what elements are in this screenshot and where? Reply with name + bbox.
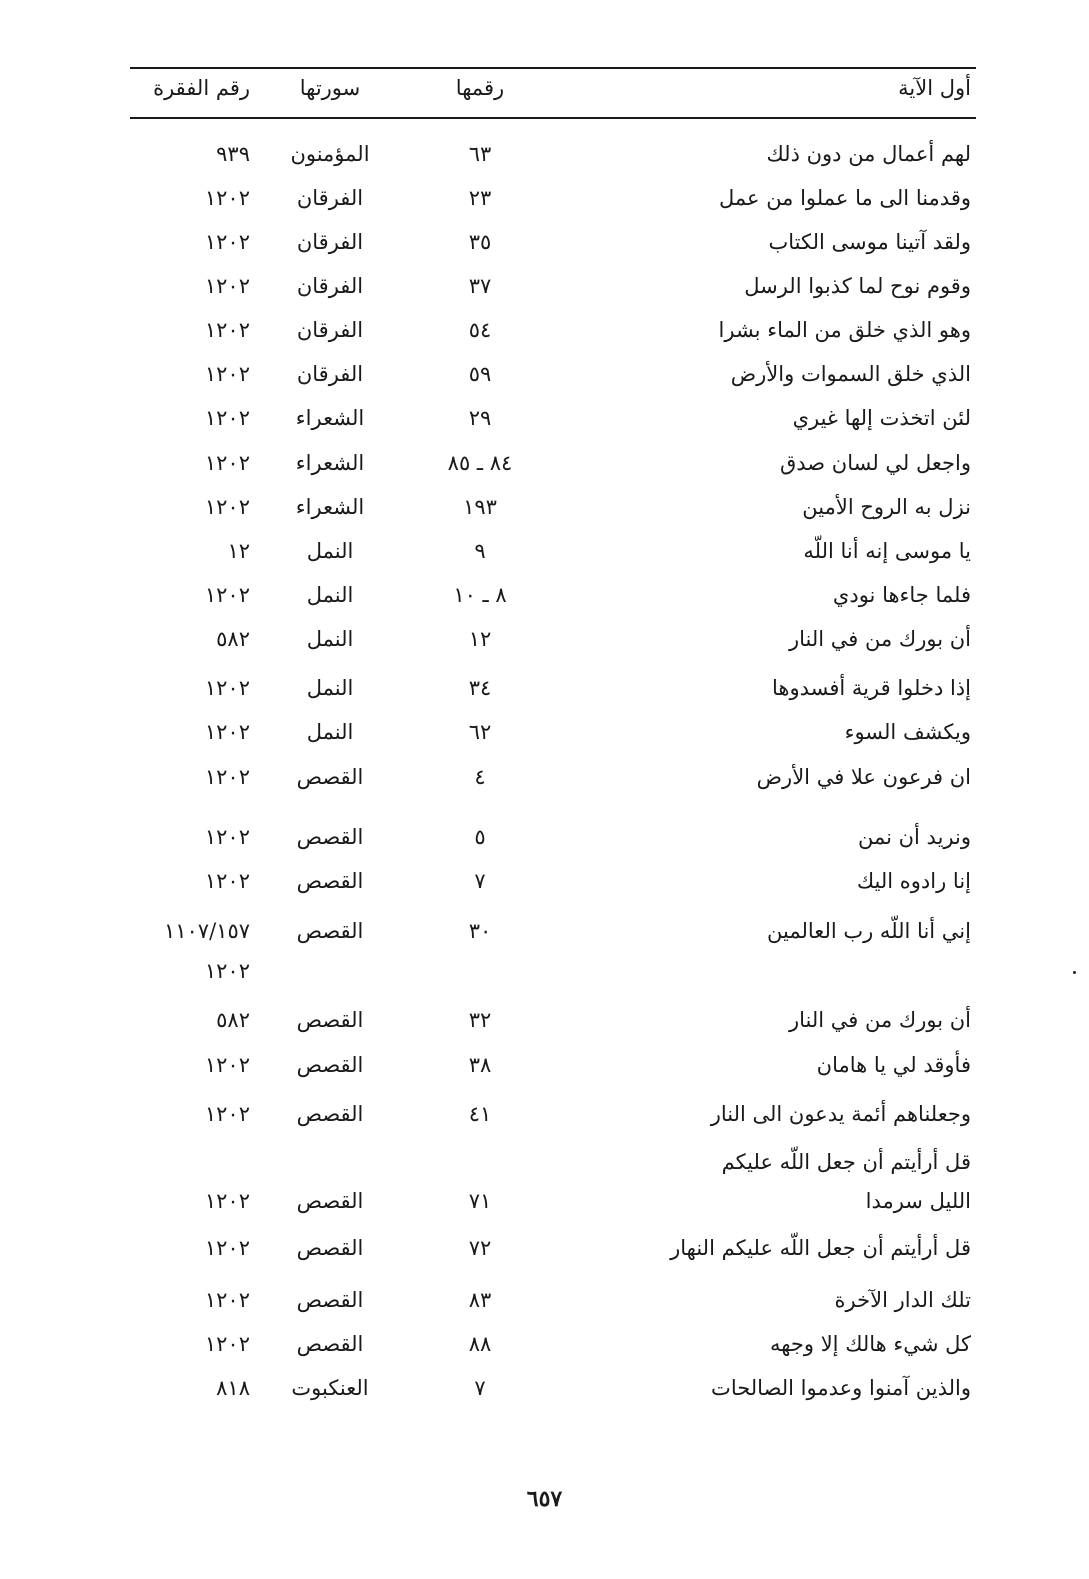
cell-surah: القصص — [296, 919, 364, 943]
cell-surah: العنكبوت — [291, 1376, 369, 1400]
cell-first-of-verse: فلما جاءها نودي — [832, 583, 971, 607]
header-paragraph-number: رقم الفقرة — [153, 76, 250, 100]
cell-paragraph-number: ١٢٠٢ — [204, 869, 250, 893]
cell-verse-number: ٤ — [474, 765, 486, 789]
cell-verse-number: ٣٤ — [468, 676, 492, 700]
cell-first-of-verse: الليل سرمدا — [865, 1189, 971, 1213]
cell-first-of-verse: إذا دخلوا قرية أفسدوها — [772, 676, 971, 700]
cell-verse-number: ٧١ — [468, 1189, 492, 1213]
cell-first-of-verse: واجعل لي لسان صدق — [779, 451, 971, 475]
cell-verse-number: ٣٢ — [468, 1008, 492, 1032]
cell-verse-number: ٣٧ — [468, 274, 492, 298]
cell-first-of-verse: فأوقد لي يا هامان — [816, 1053, 971, 1077]
cell-paragraph-number: ١٢٠٢ — [204, 1102, 250, 1126]
cell-first-of-verse: قل أرأيتم أن جعل اللّه عليكم النهار — [670, 1236, 971, 1260]
header-first-of-verse: أول الآية — [898, 76, 971, 100]
cell-surah: القصص — [296, 1288, 364, 1312]
cell-verse-number: ٣٠ — [468, 919, 492, 943]
cell-paragraph-number: ١٢٠٢ — [204, 1053, 250, 1077]
cell-verse-number: ٨ ـ ١٠ — [453, 583, 507, 607]
cell-first-of-verse: أن بورك من في النار — [789, 1008, 971, 1032]
cell-verse-number: ٨٤ ـ ٨٥ — [447, 451, 513, 475]
cell-first-of-verse: وقدمنا الى ما عملوا من عمل — [718, 186, 971, 210]
cell-surah: النمل — [306, 676, 354, 700]
cell-paragraph-number: ١٢٠٢ — [204, 583, 250, 607]
cell-surah: النمل — [306, 583, 354, 607]
cell-surah: النمل — [306, 539, 354, 563]
page-number: ٦٥٧ — [526, 1486, 563, 1512]
cell-first-of-verse: وقوم نوح لما كذبوا الرسل — [744, 274, 971, 298]
cell-paragraph-number: ١٢ — [227, 539, 250, 563]
cell-verse-number: ٨٨ — [468, 1332, 492, 1356]
header-verse-number: رقمها — [455, 76, 505, 100]
cell-verse-number: ٩ — [474, 539, 486, 563]
header-surah: سورتها — [299, 76, 361, 100]
cell-first-of-verse: يا موسى إنه أنا اللّه — [803, 539, 971, 563]
header-bottom-rule — [130, 117, 976, 119]
cell-verse-number: ٦٣ — [468, 142, 492, 166]
cell-surah: الفرقان — [296, 318, 364, 342]
cell-verse-number: ٢٩ — [468, 406, 492, 430]
cell-surah: النمل — [306, 627, 354, 651]
cell-paragraph-number: ٥٨٢ — [216, 1008, 250, 1032]
cell-paragraph-number: ١٢٠٢ — [204, 186, 250, 210]
cell-verse-number: ٥٤ — [468, 318, 492, 342]
cell-paragraph-number: ١٢٠٢ — [204, 495, 250, 519]
cell-paragraph-number: ١٢٠٢ — [204, 1332, 250, 1356]
cell-verse-number: ٥ — [474, 825, 486, 849]
cell-surah: القصص — [296, 1008, 364, 1032]
cell-paragraph-number: ١٢٠٢ — [204, 230, 250, 254]
cell-first-of-verse: لئن اتخذت إلها غيري — [792, 406, 971, 430]
cell-surah: الشعراء — [295, 495, 365, 519]
cell-surah: الشعراء — [295, 451, 365, 475]
cell-first-of-verse: لهم أعمال من دون ذلك — [766, 142, 971, 166]
cell-first-of-verse: كل شيء هالك إلا وجهه — [769, 1332, 971, 1356]
cell-surah: الفرقان — [296, 274, 364, 298]
cell-paragraph-number: ١٢٠٢ — [204, 720, 250, 744]
cell-first-of-verse: وجعلناهم أئمة يدعون الى النار — [710, 1102, 971, 1126]
cell-surah: القصص — [296, 869, 364, 893]
cell-verse-number: ٧٢ — [468, 1236, 492, 1260]
cell-first-of-verse: إني أنا اللّه رب العالمين — [767, 919, 971, 943]
cell-verse-number: ٤١ — [468, 1102, 492, 1126]
cell-surah: القصص — [296, 1053, 364, 1077]
cell-surah: القصص — [296, 1189, 364, 1213]
cell-paragraph-number: ١٢٠٢ — [204, 318, 250, 342]
cell-first-of-verse: إنا رادوه اليك — [856, 869, 971, 893]
cell-verse-number: ٥٩ — [468, 362, 492, 386]
cell-verse-number: ٣٥ — [468, 230, 492, 254]
header-top-rule — [130, 67, 976, 69]
cell-first-of-verse: ولقد آتينا موسى الكتاب — [768, 230, 971, 254]
cell-first-of-verse: أن بورك من في النار — [789, 627, 971, 651]
cell-surah: القصص — [296, 1102, 364, 1126]
cell-paragraph-number: ١٢٠٢ — [204, 274, 250, 298]
cell-first-of-verse: ان فرعون علا في الأرض — [756, 765, 971, 789]
cell-surah: المؤمنون — [290, 142, 370, 166]
cell-paragraph-number: ١٢٠٢ — [204, 451, 250, 475]
cell-verse-number: ٣٨ — [468, 1053, 492, 1077]
cell-paragraph-number: ٨١٨ — [216, 1376, 250, 1400]
cell-verse-number: ١٢ — [468, 627, 492, 651]
cell-surah: الفرقان — [296, 230, 364, 254]
cell-surah: القصص — [296, 1332, 364, 1356]
cell-paragraph-number: ١٢٠٢ — [204, 1189, 250, 1213]
cell-paragraph-number: ١٢٠٢ — [204, 1288, 250, 1312]
cell-verse-number: ٧ — [474, 1376, 486, 1400]
cell-paragraph-number: ١٢٠٢ — [204, 406, 250, 430]
cell-surah: القصص — [296, 1236, 364, 1260]
cell-paragraph-number: ١٢٠٢ — [204, 959, 250, 983]
print-speck — [1073, 971, 1076, 974]
cell-verse-number: ٧ — [474, 869, 486, 893]
cell-surah: الفرقان — [296, 186, 364, 210]
cell-paragraph-number: ١٢٠٢ — [204, 362, 250, 386]
cell-surah: القصص — [296, 825, 364, 849]
cell-paragraph-number: ٥٨٢ — [216, 627, 250, 651]
cell-verse-number: ٨٣ — [468, 1288, 492, 1312]
cell-first-of-verse: نزل به الروح الأمين — [802, 495, 971, 519]
cell-surah: القصص — [296, 765, 364, 789]
cell-first-of-verse: الذي خلق السموات والأرض — [730, 362, 971, 386]
cell-first-of-verse: ويكشف السوء — [844, 720, 971, 744]
cell-surah: الشعراء — [295, 406, 365, 430]
cell-paragraph-number: ١٢٠٢ — [204, 676, 250, 700]
cell-first-of-verse: ونريد أن نمن — [857, 825, 971, 849]
cell-paragraph-number: ١٢٠٢ — [204, 765, 250, 789]
cell-paragraph-number: ٩٣٩ — [216, 142, 250, 166]
cell-surah: النمل — [306, 720, 354, 744]
cell-first-of-verse: تلك الدار الآخرة — [834, 1288, 971, 1312]
cell-first-of-verse: والذين آمنوا وعدموا الصالحات — [711, 1376, 971, 1400]
cell-first-of-verse: وهو الذي خلق من الماء بشرا — [718, 318, 971, 342]
cell-surah: الفرقان — [296, 362, 364, 386]
cell-verse-number: ١٩٣ — [463, 495, 497, 519]
cell-paragraph-number: ١١٠٧/١٥٧ — [163, 919, 250, 943]
cell-paragraph-number: ١٢٠٢ — [204, 1236, 250, 1260]
cell-verse-number: ٢٣ — [468, 186, 492, 210]
cell-paragraph-number: ١٢٠٢ — [204, 825, 250, 849]
cell-first-of-verse: قل أرأيتم أن جعل اللّه عليكم — [721, 1150, 971, 1174]
cell-verse-number: ٦٢ — [468, 720, 492, 744]
